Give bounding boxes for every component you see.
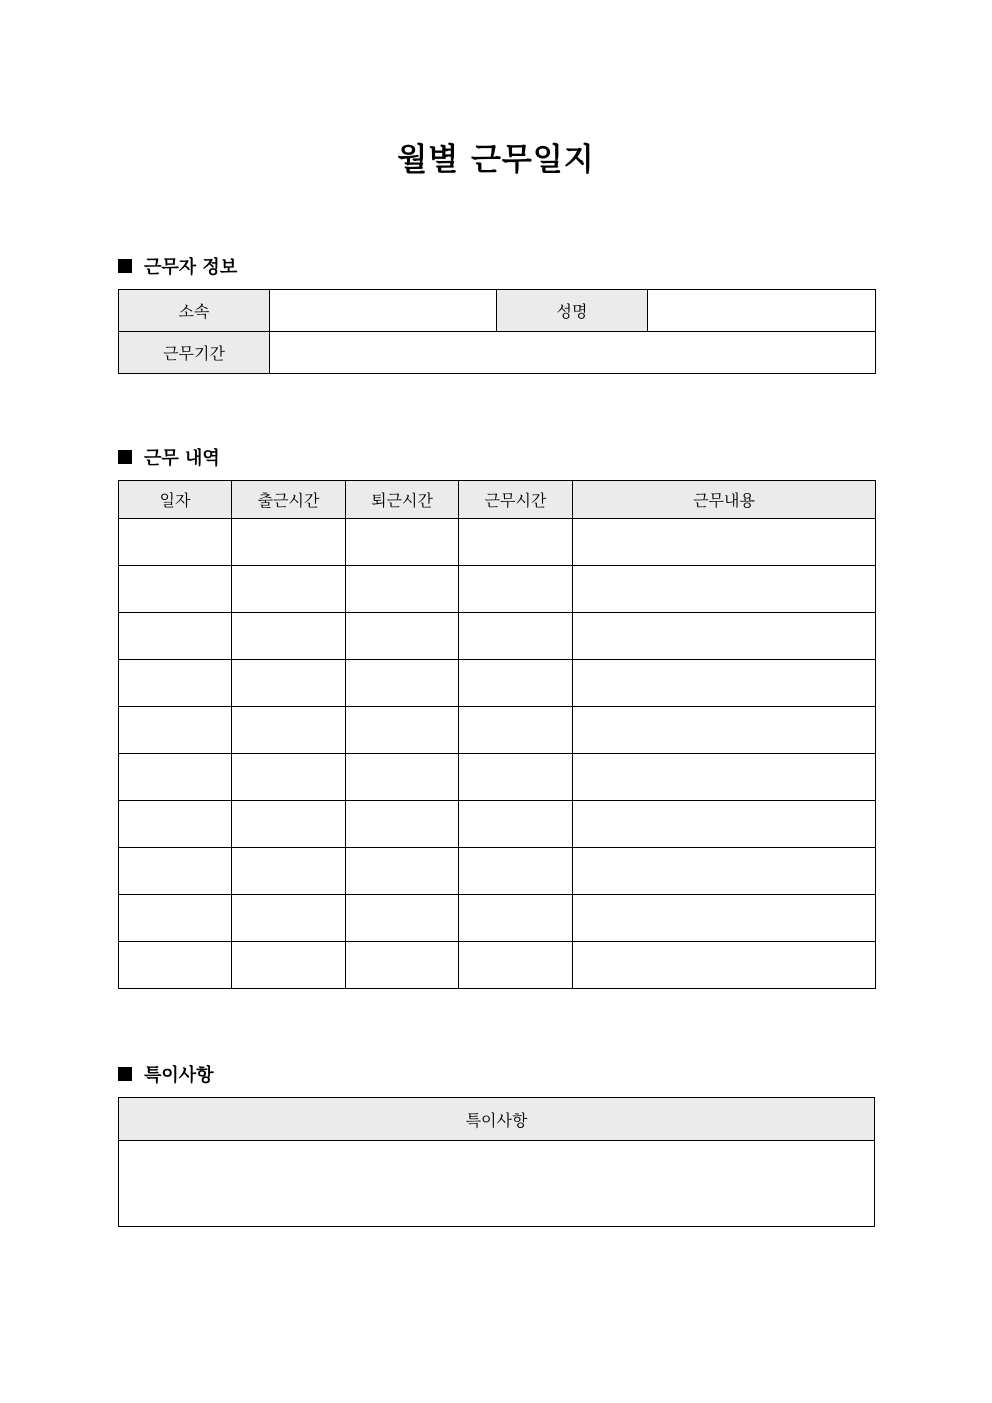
hours-cell[interactable] bbox=[459, 519, 573, 566]
description-cell[interactable] bbox=[573, 754, 876, 801]
clock-out-cell[interactable] bbox=[346, 613, 459, 660]
hours-cell[interactable] bbox=[459, 613, 573, 660]
section-heading-label: 근무자 정보 bbox=[144, 257, 238, 278]
clock-out-cell[interactable] bbox=[346, 801, 459, 848]
clock-in-cell[interactable] bbox=[232, 801, 346, 848]
section-heading-label: 근무 내역 bbox=[144, 448, 220, 469]
column-header-clock-out: 퇴근시간 bbox=[346, 481, 459, 519]
hours-cell[interactable] bbox=[459, 754, 573, 801]
table-row bbox=[119, 942, 876, 989]
description-cell[interactable] bbox=[573, 519, 876, 566]
date-cell[interactable] bbox=[119, 848, 232, 895]
affiliation-label: 소속 bbox=[119, 290, 270, 332]
notes-table bbox=[118, 1097, 875, 1227]
page-title: 월별 근무일지 bbox=[397, 142, 595, 178]
column-header-hours: 근무시간 bbox=[459, 481, 573, 519]
date-cell[interactable] bbox=[119, 660, 232, 707]
table-row bbox=[119, 519, 876, 566]
clock-out-cell[interactable] bbox=[346, 566, 459, 613]
worker-info-table bbox=[118, 289, 876, 374]
hours-cell[interactable] bbox=[459, 707, 573, 754]
hours-cell[interactable] bbox=[459, 660, 573, 707]
table-row bbox=[119, 754, 876, 801]
description-cell[interactable] bbox=[573, 566, 876, 613]
clock-out-cell[interactable] bbox=[346, 942, 459, 989]
hours-cell[interactable] bbox=[459, 566, 573, 613]
table-row bbox=[119, 707, 876, 754]
clock-in-cell[interactable] bbox=[232, 613, 346, 660]
clock-in-cell[interactable] bbox=[232, 942, 346, 989]
clock-out-cell[interactable] bbox=[346, 895, 459, 942]
date-cell[interactable] bbox=[119, 566, 232, 613]
table-row bbox=[119, 566, 876, 613]
description-cell[interactable] bbox=[573, 895, 876, 942]
clock-in-cell[interactable] bbox=[232, 707, 346, 754]
table-row bbox=[119, 290, 876, 332]
hours-cell[interactable] bbox=[459, 942, 573, 989]
date-cell[interactable] bbox=[119, 519, 232, 566]
clock-in-cell[interactable] bbox=[232, 754, 346, 801]
description-cell[interactable] bbox=[573, 942, 876, 989]
description-cell[interactable] bbox=[573, 613, 876, 660]
clock-out-cell[interactable] bbox=[346, 848, 459, 895]
table-row bbox=[119, 660, 876, 707]
description-cell[interactable] bbox=[573, 848, 876, 895]
date-cell[interactable] bbox=[119, 613, 232, 660]
period-label: 근무기간 bbox=[119, 332, 270, 374]
hours-cell[interactable] bbox=[459, 848, 573, 895]
square-bullet-icon bbox=[118, 450, 132, 464]
table-header-row bbox=[119, 481, 876, 519]
table-row bbox=[119, 613, 876, 660]
column-header-notes: 특이사항 bbox=[119, 1098, 875, 1141]
clock-out-cell[interactable] bbox=[346, 660, 459, 707]
clock-in-cell[interactable] bbox=[232, 519, 346, 566]
notes-field[interactable] bbox=[119, 1141, 875, 1227]
clock-out-cell[interactable] bbox=[346, 519, 459, 566]
affiliation-field[interactable] bbox=[270, 290, 497, 332]
name-field[interactable] bbox=[648, 290, 876, 332]
clock-in-cell[interactable] bbox=[232, 660, 346, 707]
date-cell[interactable] bbox=[119, 942, 232, 989]
table-row bbox=[119, 332, 876, 374]
date-cell[interactable] bbox=[119, 707, 232, 754]
section-heading-work-log bbox=[118, 444, 220, 470]
description-cell[interactable] bbox=[573, 660, 876, 707]
name-label: 성명 bbox=[497, 290, 648, 332]
clock-out-cell[interactable] bbox=[346, 707, 459, 754]
column-header-description: 근무내용 bbox=[573, 481, 876, 519]
clock-in-cell[interactable] bbox=[232, 848, 346, 895]
section-heading-worker-info bbox=[118, 253, 237, 279]
square-bullet-icon bbox=[118, 1067, 132, 1081]
section-heading-label: 특이사항 bbox=[144, 1065, 214, 1086]
clock-out-cell[interactable] bbox=[346, 754, 459, 801]
hours-cell[interactable] bbox=[459, 801, 573, 848]
section-heading-notes bbox=[118, 1061, 214, 1087]
description-cell[interactable] bbox=[573, 801, 876, 848]
work-log-table bbox=[118, 480, 876, 989]
column-header-date: 일자 bbox=[119, 481, 232, 519]
date-cell[interactable] bbox=[119, 895, 232, 942]
period-field[interactable] bbox=[270, 332, 876, 374]
hours-cell[interactable] bbox=[459, 895, 573, 942]
table-row bbox=[119, 848, 876, 895]
date-cell[interactable] bbox=[119, 801, 232, 848]
square-bullet-icon bbox=[118, 259, 132, 273]
table-header-row bbox=[119, 1098, 875, 1141]
table-row bbox=[119, 895, 876, 942]
clock-in-cell[interactable] bbox=[232, 895, 346, 942]
column-header-clock-in: 출근시간 bbox=[232, 481, 346, 519]
table-row bbox=[119, 1141, 875, 1227]
table-row bbox=[119, 801, 876, 848]
description-cell[interactable] bbox=[573, 707, 876, 754]
clock-in-cell[interactable] bbox=[232, 566, 346, 613]
date-cell[interactable] bbox=[119, 754, 232, 801]
